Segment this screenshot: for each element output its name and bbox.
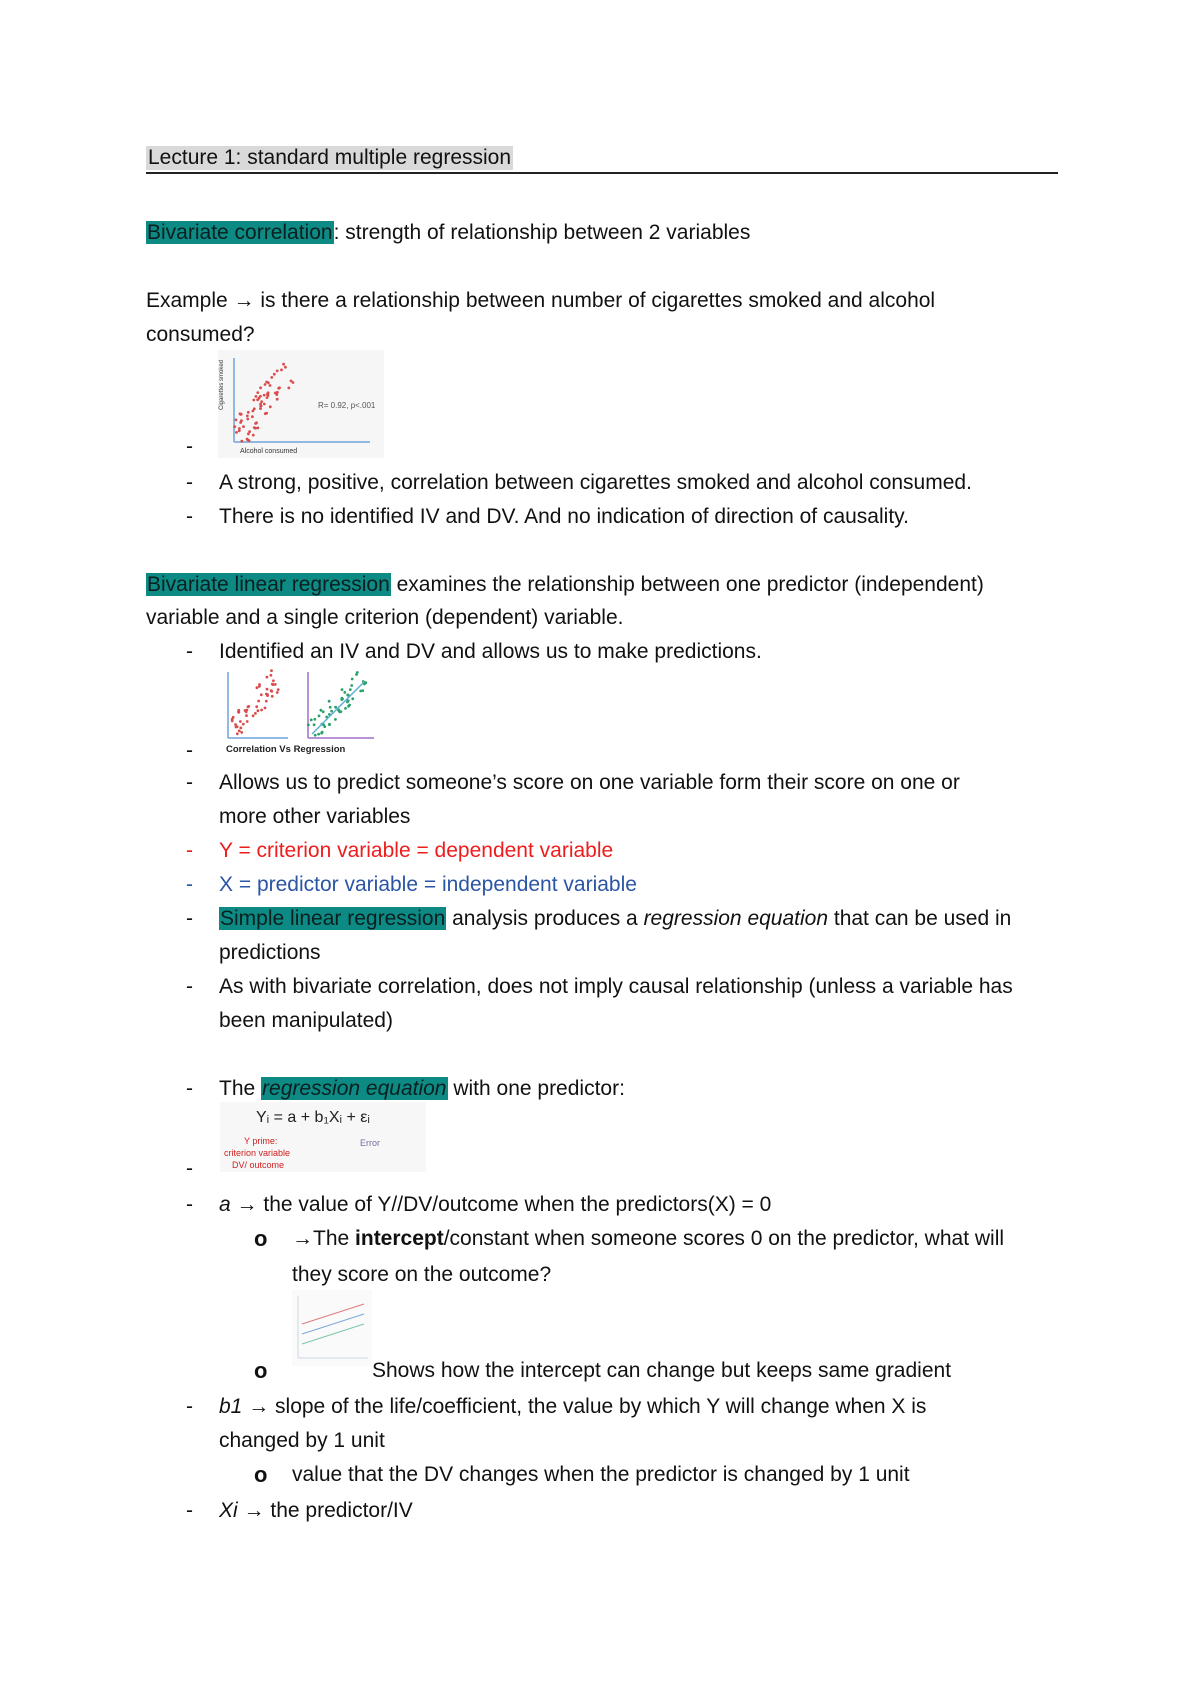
scatter-dot [266,676,269,679]
scatter-dot [322,710,325,713]
scatter-dot [346,694,349,697]
scatter-dot [233,425,236,428]
scatter-dot [270,674,273,677]
highlight-term: Simple linear regression [220,907,446,930]
scatter-dot [237,711,240,714]
scatter-dot [290,380,293,383]
scatter-dot [252,410,255,413]
bullet-dash: - [186,471,193,494]
scatter-dot [320,709,323,712]
scatter-dot [314,734,317,737]
scatter-dot [343,691,346,694]
bullet-b1-definition [219,1390,926,1424]
scatter-dot [344,707,347,710]
bullet-dash: - [186,435,193,458]
scatter-dot [251,415,254,418]
scatter-dot [265,412,268,415]
scatter-dot [238,730,241,733]
bullet-dash: - [186,1499,193,1522]
scatter-dot [264,707,267,710]
text: the predictor/IV [264,1499,413,1522]
scatter-dot [242,425,245,428]
scatter-dot [266,688,269,691]
scatter-dot [263,403,266,406]
text-italic: regression equation [643,907,829,930]
bullet-dash: - [186,739,193,762]
bullet-x-predictor: X = predictor variable = independent variable [219,873,637,896]
bullet-no-iv-dv: There is no identified IV and DV. And no indication of direction of causality. [219,505,909,528]
scatter-dot [284,366,287,369]
scatter-dot [257,427,260,430]
bullet-dash: - [186,975,193,998]
scatter-dot [239,412,242,415]
scatter-dot [276,391,279,394]
bullet-causal: As with bivariate correlation, does not imply causal relationship (unless a variable has [219,975,1013,998]
scatter-dot [334,706,337,709]
text-italic: a [219,1193,231,1216]
bullet-dash: - [186,771,193,794]
bullet-dash: - [186,640,193,663]
bullet-a-definition [219,1188,771,1222]
equation-label-dv: DV/ outcome [232,1160,285,1170]
scatter-dot [232,716,235,719]
sub-bullet-gradient: Shows how the intercept can change but keeps same gradient [372,1359,952,1382]
scatter-dot [328,723,331,726]
scatter-dot [247,411,250,414]
scatter-dot [252,399,255,402]
scatter-dot [355,673,358,676]
bullet-dash: - [186,1395,193,1418]
scatter-dot [317,733,320,736]
sub-bullet-intercept-l2: they score on the outcome? [292,1263,552,1286]
scatter-dot [282,363,285,366]
figure-bg [292,1290,372,1366]
scatter-dot [269,384,272,387]
arrow-icon: → [248,1395,270,1418]
sub-bullet-circle-icon: o [254,1358,268,1383]
figure-caption: Correlation Vs Regression [226,744,346,755]
text: analysis produces a [446,907,644,930]
text: /constant when someone scores 0 on the predictor, what will [443,1227,1005,1250]
scatter-dot [323,725,326,728]
text: examines the relationship between one predictor (independent) [390,573,984,596]
scatter-dot [246,720,249,723]
bullet-identified-iv-dv: Identified an IV and DV and allows us to make predictions. [219,640,762,663]
sub-bullet-intercept [292,1222,1004,1256]
equation-label-yprime: Y prime: [244,1136,278,1146]
scatter-dot [239,727,242,730]
scatter-dot [254,712,257,715]
scatter-dot [330,710,333,713]
scatter-dot [328,700,331,703]
equation-label-criterion: criterion variable [224,1148,291,1158]
scatter-dot [256,686,259,689]
scatter-dot [334,718,337,721]
text-italic: Xi [219,1499,238,1522]
scatter-dot [313,723,316,726]
scatter-dot [263,394,266,397]
scatter-dot [270,669,273,672]
scatter-dot [257,700,260,703]
scatter-dot [307,724,310,727]
scatter-dot [272,679,275,682]
scatter-dot [270,376,273,379]
bullet-allows-predict-l2: more other variables [219,805,411,828]
highlight-term: Bivariate correlation [147,221,333,244]
text: The [219,1077,262,1100]
scatter-dot [351,678,354,681]
scatter-dot [329,706,332,709]
scatter-dot [364,681,367,684]
scatter-dot [267,394,270,397]
example-line-2: consumed? [146,323,255,346]
text: The [313,1227,356,1250]
scatter-dot [248,439,251,442]
scatter-dot [239,720,242,723]
text: : strength of relationship between 2 variables [333,221,751,244]
regression-line [312,682,364,734]
arrow-icon: → [292,1227,313,1250]
regression-equation-figure [220,1102,426,1172]
scatter-dot [234,723,237,726]
scatter-dot [273,373,276,376]
scatter-dot [255,395,258,398]
scatter-dot [351,697,354,700]
text-italic: b1 [219,1395,243,1418]
arrow-icon: → [243,1499,265,1522]
scatter-dot [349,688,352,691]
bullet-allows-predict: Allows us to predict someone’s score on one variable form their score on one or [219,771,960,794]
scatter-dot [277,387,280,390]
scatter-dot [242,723,245,726]
scatter-dot [253,426,256,429]
bullet-dash: - [186,907,193,930]
text: that can be used in [828,907,1012,930]
scatter-dot [259,403,262,406]
page-title: Lecture 1: standard multiple regression [148,146,512,169]
sub-bullet-circle-icon: o [254,1226,268,1251]
para-bivariate-correlation [146,216,750,250]
correlation-vs-regression-figure [224,668,376,756]
scatter-dot [260,400,263,403]
bullet-dash: - [186,873,193,896]
arrow-icon: → [236,1193,258,1216]
scatter-dot [240,419,243,422]
scatter-dot [321,731,324,734]
scatter-dot [260,709,263,712]
scatter-dot [259,386,262,389]
scatter-dot [270,689,273,692]
scatter-dot [276,370,279,373]
scatter-dot [359,690,362,693]
bullet-simple-linear-regression-l2: predictions [219,941,321,964]
scatter-dot [235,431,238,434]
bullet-dash: - [186,839,193,862]
scatter-xlabel: Alcohol consumed [240,448,298,455]
scatter-dot [235,419,238,422]
scatter-dot [240,731,243,734]
equation-text: Yᵢ = a + b₁Xᵢ + εᵢ [256,1109,370,1126]
sub-bullet-circle-icon: o [254,1462,268,1487]
scatter-dot [271,683,274,686]
scatter-dot [267,381,270,384]
scatter-dot [245,709,248,712]
text: with one predictor: [447,1077,625,1100]
scatter-dot [240,440,243,443]
bullet-strong-positive: A strong, positive, correlation between cigarettes smoked and alcohol consumed. [219,471,972,494]
bullet-dash: - [186,1157,193,1180]
scatter-dot [271,695,274,698]
scatter-dot [274,683,277,686]
scatter-dot [269,405,272,408]
text: slope of the life/coefficient, the value by which Y will change when X is [269,1395,927,1418]
scatter-dot [252,434,255,437]
scatter-dot [260,693,263,696]
scatter-dot [238,427,241,430]
scatter-dot [310,719,313,722]
scatter-dot [259,407,262,410]
bullet-regression-equation [219,1072,625,1106]
example-line-1: Example → is there a relationship between number of cigarettes smoked and alcohol [146,289,936,312]
scatter-dot [252,714,255,717]
highlight-term: regression equation [262,1077,447,1100]
bullet-y-criterion: Y = criterion variable = dependent variable [219,839,614,862]
scatter-dot [280,369,283,372]
scatter-dot [247,433,250,436]
text: the value of Y//DV/outcome when the predictors(X) = 0 [257,1193,772,1216]
scatter-stat: R= 0.92, p<.001 [318,401,376,410]
scatter-dot [277,688,280,691]
scatter-dot [318,715,321,718]
scatter-dot [350,684,353,687]
scatter-dot [258,397,261,400]
scatter-dot [246,418,249,421]
bullet-dash: - [186,1077,193,1100]
regression-points [307,671,367,737]
scatter-dot [348,704,351,707]
bullet-xi-definition [219,1494,413,1528]
title-underline [146,146,1058,174]
scatter-dot [255,705,258,708]
scatter-dot [245,714,248,717]
scatter-dot [246,415,249,418]
scatter-dot [287,387,290,390]
para-bivariate-regression-l2: variable and a single criterion (dependent) variable. [146,606,624,629]
scatter-figure [218,350,384,458]
scatter-dot [258,683,261,686]
scatter-dot [265,700,268,703]
para-bivariate-regression [146,568,984,602]
scatter-ylabel: Cigarettes smoked [219,359,225,410]
scatter-dot [313,718,316,721]
scatter-dot [254,422,257,425]
correlation-points [231,669,280,735]
scatter-dot [247,705,250,708]
highlight-term: Bivariate linear regression [147,573,390,596]
bullet-causal-l2: been manipulated) [219,1009,393,1032]
intercept-lines-figure [292,1290,372,1366]
sub-bullet-dv-changes: value that the DV changes when the predictor is changed by 1 unit [292,1463,910,1486]
scatter-dot [341,688,344,691]
scatter-dot [276,398,279,401]
scatter-dot [276,691,279,694]
bullet-b1-definition-l2: changed by 1 unit [219,1429,385,1452]
scatter-dot [236,732,239,735]
scatter-dot [266,694,269,697]
scatter-dot [264,383,267,386]
equation-label-error: Error [360,1138,380,1148]
scatter-dot [256,391,259,394]
bullet-dash: - [186,505,193,528]
bullet-dash: - [186,1193,193,1216]
scatter-dot [338,711,341,714]
scatter-dot [257,709,260,712]
scatter-dot [341,698,344,701]
text-bold: intercept [355,1227,444,1250]
bullet-simple-linear-regression [219,902,1011,936]
